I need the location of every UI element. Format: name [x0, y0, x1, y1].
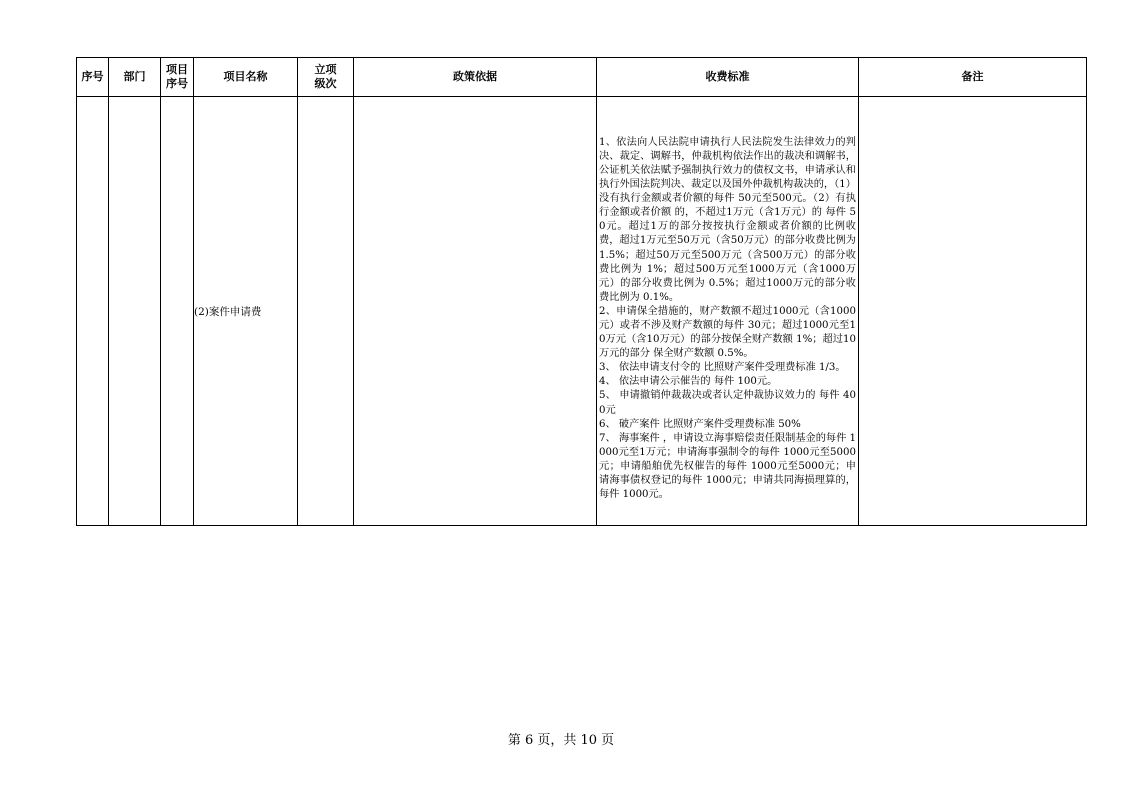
cell-level	[298, 97, 354, 526]
cell-standard	[597, 97, 859, 526]
header-dept: 部门	[109, 58, 161, 97]
header-standard: 收费标准	[597, 58, 859, 97]
header-item-name: 项目名称	[194, 58, 298, 97]
cell-policy	[354, 97, 597, 526]
fee-table	[76, 57, 1087, 526]
header-item-seq: 项目 序号	[161, 58, 194, 97]
page-number: 第 6 页，共 10 页	[507, 733, 615, 748]
cell-seq	[77, 97, 109, 526]
header-remark: 备注	[859, 58, 1087, 97]
cell-dept	[109, 97, 161, 526]
table-row	[77, 97, 1087, 526]
header-seq: 序号	[77, 58, 109, 97]
fee-standard-text: 1、依法向人民法院申请执行人民法院发生法律效力的判决、裁定、调解书，仲裁机构依法作出的裁决和调解书，公证机关依法赋予强制执行效力的债权文书，申请承认和执行外国法院判决、裁定以及国外仲裁机构裁决的，（1）没有执行金额或者价额的每件 50元至500元。（2）有执行金额或者价额 的，不超过1万元（含1万元）的 每件 50元。超过1万的部分按按执行金额或者价额的比例收费，超过1万元至50万元（含50万元）的部分收费比例为 1.5%；超过50万元至500万元（含500万元）的部分收费比例为 1%；超过500万元至1000万元（含1000万元）的部分收费比例为 0.5%；超过1000万元的部分收费比例为 0.1%。 2、申请保全措施的，财产数额不超过1000元（含1000元）或者不涉及财产数额的每件 30元；超过1000元至10万元（含10万元）的部分按保全财产数额 1%；超过10万元的部分 保全财产数额 0.5%。 3、 依法申请支付令的 比照财产案件受理费标准 1/3。 4、 依法申请公示催告的 每件 100元。 5、 申请撤销仲裁裁决或者认定仲裁协议效力的 每件 400元 6、 破产案件 比照财产案件受理费标准 50% 7、 海事案件 ，申请设立海事赔偿责任限制基金的每件 1000元至1万元；申请海事强制令的每件 1000元至5000元；申请船舶优先权催告的每件 1000元至5000元；申请海事债权登记的每件 1000元；申请共同海损理算的，每件 1000元。	[599, 136, 856, 501]
header-row	[77, 58, 1087, 97]
header-level: 立项 级次	[298, 58, 354, 97]
cell-item-name: (2)案件申请费	[194, 97, 298, 526]
cell-item-seq	[161, 97, 194, 526]
header-policy: 政策依据	[354, 58, 597, 97]
cell-remark	[859, 97, 1087, 526]
